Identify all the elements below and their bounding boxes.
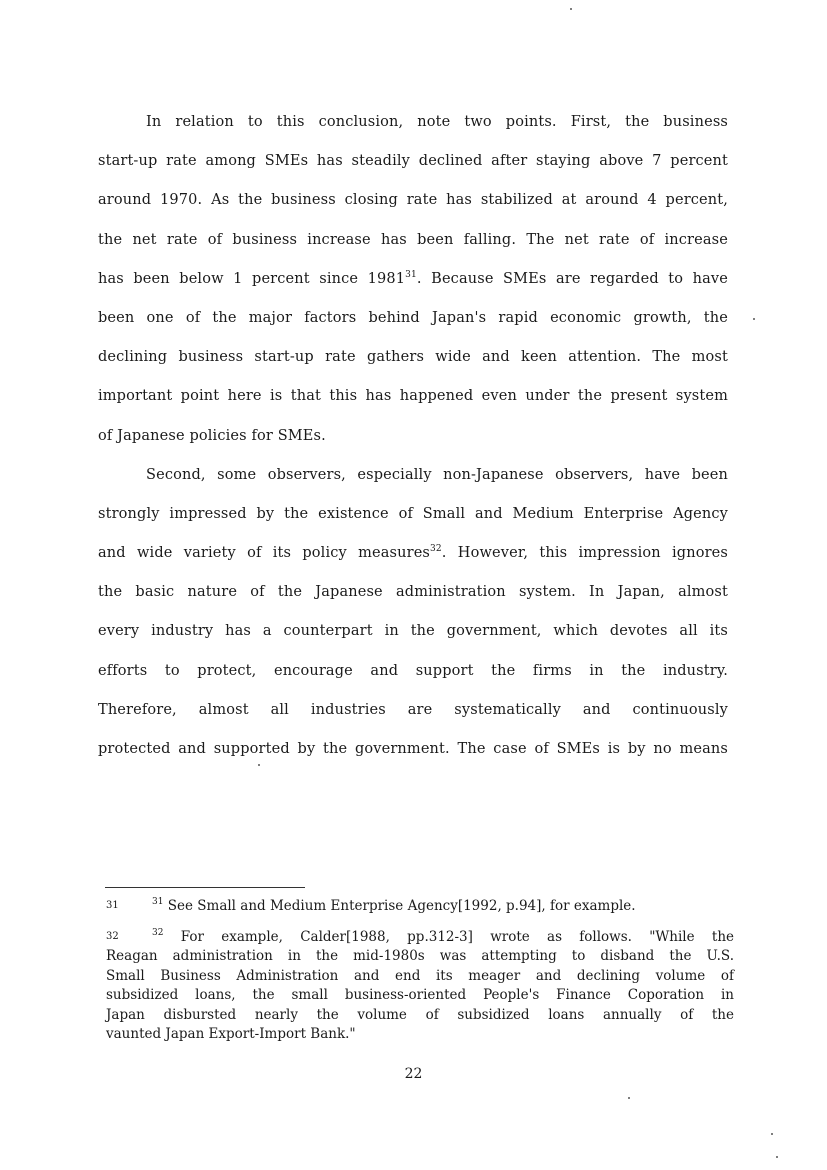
- text-segment: . Because SMEs are regarded to have: [416, 270, 728, 287]
- footnote-line: vaunted Japan Export-Import Bank.": [106, 1026, 356, 1042]
- scan-speck: [570, 8, 572, 10]
- text-line: [98, 260, 728, 299]
- footnote-ref: 32: [430, 544, 442, 555]
- scan-speck: [753, 318, 755, 320]
- text-segment: and wide variety of its policy measures: [98, 545, 431, 562]
- footnote-32: [106, 927, 734, 1045]
- footnote-line: Reagan administration in the mid-1980s was attempting to disband the U.S.: [106, 948, 734, 964]
- footnote-marker: 31: [106, 900, 119, 911]
- text-line: efforts to protect, encourage and support the firms in the industry.: [98, 662, 728, 679]
- text-line: [98, 534, 728, 573]
- footnote-text: See Small and Medium Enterprise Agency[1992, p.94], for example.: [167, 898, 636, 914]
- text-line: Second, some observers, especially non-Japanese observers, have been: [146, 466, 728, 483]
- footnote-line: subsidized loans, the small business-oriented People's Finance Coporation in: [106, 987, 734, 1003]
- text-segment: . However, this impression ignores: [441, 545, 728, 562]
- paragraph-1: [98, 103, 728, 456]
- footnote-ref: 31: [405, 269, 417, 280]
- footnote-number: 32: [152, 927, 164, 938]
- text-line: Therefore, almost all industries are systematically and continuously: [98, 701, 728, 718]
- text-line: the basic nature of the Japanese administration system. In Japan, almost: [98, 584, 728, 601]
- text-line: the net rate of business increase has been falling. The net rate of increase: [98, 231, 728, 248]
- paragraph-2: [98, 456, 728, 770]
- scan-speck: [771, 1133, 773, 1135]
- footnote-line: [106, 927, 734, 948]
- footnote-line: Japan disbursted nearly the volume of subsidized loans annually of the: [106, 1006, 734, 1023]
- text-line: declining business start-up rate gathers wide and keen attention. The most: [98, 349, 728, 366]
- text-line: strongly impressed by the existence of Small and Medium Enterprise Agency: [98, 505, 728, 522]
- text-line: In relation to this conclusion, note two points. First, the business: [146, 114, 728, 130]
- footnotes: [106, 896, 734, 1055]
- footnote-number: 31: [152, 897, 164, 907]
- text-segment: has been below 1 percent since 1981: [98, 270, 406, 287]
- footnote-31: [106, 896, 734, 917]
- text-line: been one of the major factors behind Japan's rapid economic growth, the: [98, 309, 728, 326]
- scan-speck: [628, 1097, 630, 1099]
- footnote-text: For example, Calder[1988, pp.312-3] wrote as follows. "While the: [180, 928, 734, 945]
- scan-speck: [776, 1156, 778, 1158]
- footnote-line: Small Business Administration and end its meager and declining volume of: [106, 967, 734, 984]
- text-line: every industry has a counterpart in the government, which devotes all its: [98, 623, 728, 640]
- body-text: [98, 103, 728, 769]
- page-number: 22: [404, 1066, 423, 1082]
- text-line: of Japanese policies for SMEs.: [98, 427, 326, 444]
- text-line: start-up rate among SMEs has steadily declined after staying above 7 percent: [98, 153, 728, 170]
- footnote-line: [106, 896, 734, 917]
- scan-speck: [258, 764, 260, 766]
- footnote-marker: 32: [106, 930, 119, 942]
- text-line: protected and supported by the government. The case of SMEs is by no means: [98, 741, 728, 757]
- text-line: around 1970. As the business closing rate has stabilized at around 4 percent,: [98, 192, 728, 209]
- text-line: important point here is that this has happened even under the present system: [98, 388, 728, 405]
- footnote-separator: [105, 887, 305, 888]
